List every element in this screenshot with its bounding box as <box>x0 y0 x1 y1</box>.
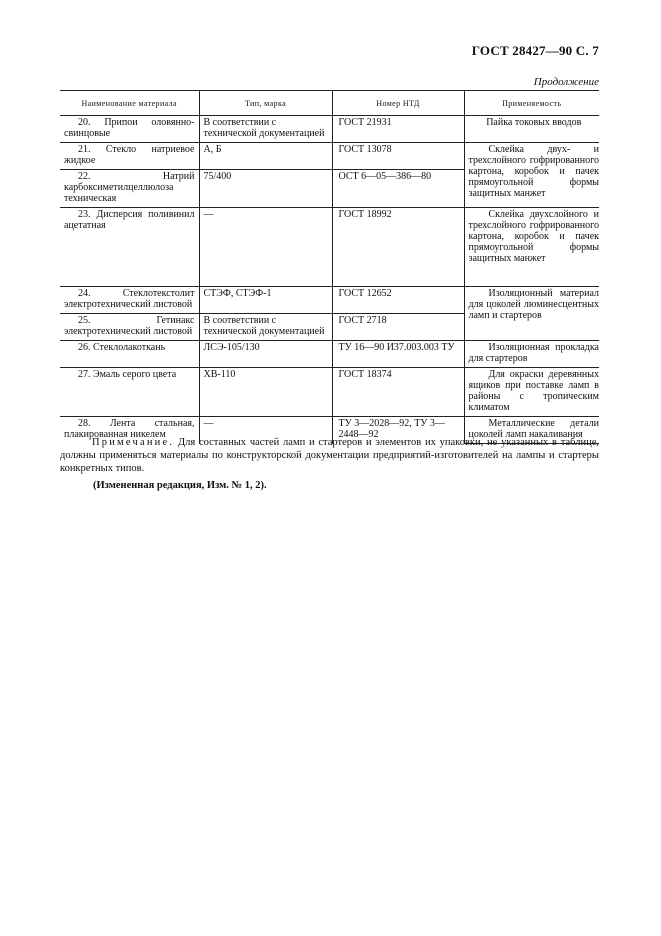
ntd-number: ГОСТ 13078 <box>338 144 392 155</box>
material-name-cell <box>60 341 199 368</box>
ntd-cell <box>332 368 464 417</box>
material-name-cell <box>60 208 199 287</box>
applicability-text: Изоляционная прокладка для стартеров <box>468 342 599 364</box>
material-name: 24. Стеклотекстолит электротехнический листовой <box>64 288 195 310</box>
applicability-cell <box>464 143 599 208</box>
material-name: 23. Дисперсия поливинил ацетатная <box>64 209 195 231</box>
material-type: В соответствии с технической документацией <box>203 117 325 139</box>
ntd-number: ГОСТ 12652 <box>338 288 392 299</box>
column-header-ntd: Номер НТД <box>332 91 464 116</box>
ntd-number: ТУ 3—2028—92, ТУ 3—2448—92 <box>338 418 445 440</box>
table-row <box>60 208 599 287</box>
ntd-cell <box>332 170 464 208</box>
table-note <box>60 436 599 475</box>
applicability-text: Склейка двух- и трехслойного гофрированного картона, коробок и пачек прямоугольной формы защитных манжет <box>468 144 599 199</box>
type-cell <box>199 208 332 287</box>
material-name: 26. Стеклолакоткань <box>78 342 166 353</box>
table-row <box>60 116 599 143</box>
material-type: СТЭФ, СТЭФ-1 <box>203 288 272 299</box>
note-label: Примечание. <box>92 437 175 448</box>
material-type: — <box>203 418 214 429</box>
material-type: ХВ-110 <box>203 369 236 380</box>
table-row <box>60 368 599 417</box>
note-text: Для составных частей ламп и стартеров и элементов их упаковки, не указанных в таблице, должны применяться материалы по конструкторской документации предприятий-изготовителей на лампы и стартеры конкретных типов. <box>60 437 599 474</box>
type-cell <box>199 368 332 417</box>
applicability-text: Склейка двухслойного и трехслойного гофрированного картона, коробок и пачек прямоугольной формы защитных манжет <box>468 209 599 264</box>
ntd-cell <box>332 208 464 287</box>
column-header-applicability: Применяемость <box>464 91 599 116</box>
material-name-cell <box>60 143 199 170</box>
material-name: 25. Гетинакс электротехнический листовой <box>64 315 195 337</box>
type-cell <box>199 116 332 143</box>
applicability-text: Металлические детали цоколей ламп накаливания <box>468 418 599 440</box>
material-name: 20. Припои оловянно-свинцовые <box>64 117 195 139</box>
ntd-cell <box>332 143 464 170</box>
material-name: 27. Эмаль серого цвета <box>78 369 177 380</box>
table-row <box>60 287 599 314</box>
type-cell <box>199 170 332 208</box>
applicability-text: Пайка токовых вводов <box>486 117 582 128</box>
ntd-cell <box>332 341 464 368</box>
applicability-cell <box>464 287 599 341</box>
type-cell <box>199 314 332 341</box>
material-name-cell <box>60 116 199 143</box>
applicability-cell <box>464 368 599 417</box>
material-name: 28. Лента стальная, плакированная никелем <box>64 418 195 440</box>
material-type: 75/400 <box>203 171 232 182</box>
continuation-label: Продолжение <box>533 76 599 88</box>
table-row <box>60 341 599 368</box>
material-type: ЛСЭ-105/130 <box>203 342 260 353</box>
ntd-number: ГОСТ 21931 <box>338 117 392 128</box>
applicability-cell <box>464 116 599 143</box>
material-type: В соответствии с технической документацией <box>203 315 325 337</box>
applicability-text: Изоляционный материал для цоколей люминесцентных ламп и стартеров <box>468 288 599 321</box>
applicability-text: Для окраски деревянных ящиков при поставке ламп в районы с тропическим климатом <box>468 369 599 413</box>
ntd-cell <box>332 314 464 341</box>
materials-table <box>60 90 599 444</box>
ntd-number: ГОСТ 18992 <box>338 209 392 220</box>
type-cell <box>199 341 332 368</box>
type-cell <box>199 287 332 314</box>
material-name-cell <box>60 368 199 417</box>
ntd-number: ГОСТ 2718 <box>338 315 387 326</box>
table-header-row <box>60 91 599 116</box>
table-row <box>60 143 599 170</box>
ntd-number: ГОСТ 18374 <box>338 369 392 380</box>
page-header: ГОСТ 28427—90 С. 7 <box>471 43 599 58</box>
material-name-cell <box>60 314 199 341</box>
column-header-material: Наименование материала <box>60 91 199 116</box>
ntd-number: ОСТ 6—05—386—80 <box>338 171 432 182</box>
material-type: А, Б <box>203 144 222 155</box>
material-name-cell <box>60 287 199 314</box>
material-type: — <box>203 209 214 220</box>
ntd-number: ТУ 16—90 И37.003.003 ТУ <box>338 342 455 353</box>
material-name: 21. Стекло натриевое жидкое <box>64 144 195 166</box>
type-cell <box>199 143 332 170</box>
material-name: 22. Натрий карбоксиметилцеллюлоза техническая <box>64 171 195 204</box>
revision-note: (Измененная редакция, Изм. № 1, 2). <box>93 480 267 491</box>
applicability-cell <box>464 208 599 287</box>
ntd-cell <box>332 116 464 143</box>
applicability-cell <box>464 341 599 368</box>
ntd-cell <box>332 287 464 314</box>
material-name-cell <box>60 170 199 208</box>
column-header-type: Тип, марка <box>199 91 332 116</box>
